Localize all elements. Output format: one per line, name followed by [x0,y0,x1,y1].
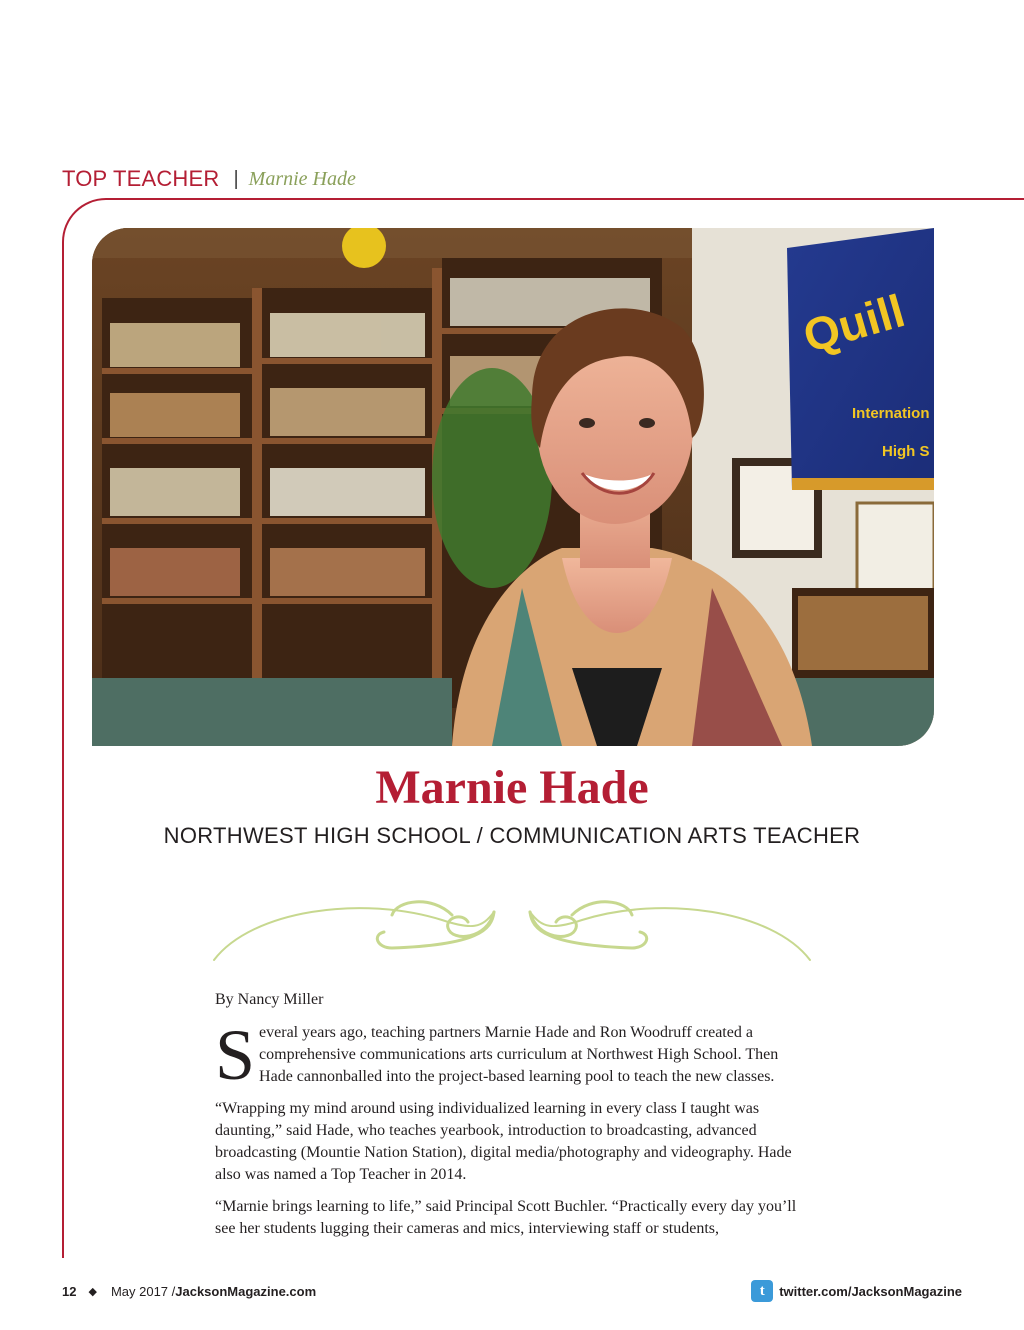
quill-banner [787,228,934,490]
svg-text:High S: High S [882,443,930,460]
site-link[interactable]: JacksonMagazine.com [175,1284,317,1299]
svg-text:Internation: Internation [852,405,930,422]
twitter-link[interactable]: twitter.com/JacksonMagazine [779,1283,962,1299]
twitter-icon: t [751,1280,773,1302]
byline: By Nancy Miller [215,991,324,1008]
diamond-icon: ◆ [88,1286,97,1298]
drop-cap: S [215,1015,256,1095]
photo-illustration [92,228,934,746]
footer-left [62,1284,316,1299]
issue-date: May 2017 / [110,1284,176,1299]
article-body [215,1015,815,1250]
paragraph: “Wrapping my mind around using individualized learning in every class I taught was daunting,” said Hade, who teaches yearbook, introduction to broadcasting, advanced broadcasting (Mountie Nation Station), digital media/photography and videography. Hade also was named a Top Teacher in 2014. [215,1100,792,1183]
flourish-ornament [212,890,812,962]
section-subject: Marnie Hade [248,167,356,190]
section-separator: | [233,167,239,190]
footer-right[interactable] [751,1280,962,1302]
article-subtitle: NORTHWEST HIGH SCHOOL / COMMUNICATION ARTS TEACHER [163,823,861,848]
teacher-photo [92,228,934,746]
page-number: 12 [62,1284,77,1299]
section-title: TOP TEACHER [62,166,220,191]
article-title: Marnie Hade [375,761,649,814]
paragraph [215,1015,815,1095]
section-header [62,166,356,192]
paragraph-text: everal years ago, teaching partners Marnie Hade and Ron Woodruff created a comprehensive communications arts curriculum at Northwest High School. Then Hade cannonballed into the project-based learning pool to teach the new classes. [259,1024,779,1085]
paragraph: “Marnie brings learning to life,” said Principal Scott Buchler. “Practically every day you’ll see her students lugging their cameras and mics, interviewing staff or students, [215,1198,797,1237]
svg-text:Quill: Quill [797,284,911,363]
